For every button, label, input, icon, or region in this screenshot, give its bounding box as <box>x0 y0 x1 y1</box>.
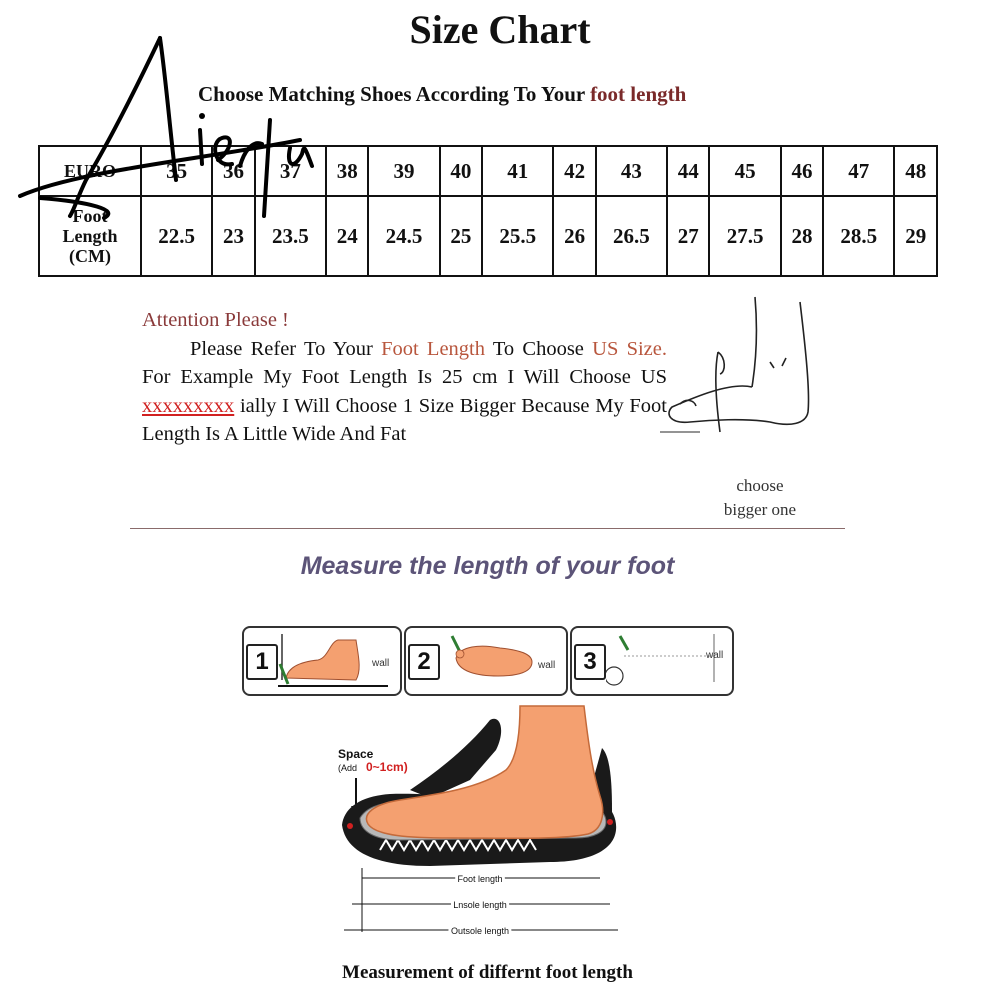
foot-length-cell: 28.5 <box>823 196 894 276</box>
measure-heading: Measure the length of your foot <box>300 552 675 580</box>
step-number: 3 <box>574 644 606 680</box>
outsole-length-label: Outsole length <box>450 926 510 936</box>
attention-us-size: US Size. <box>592 337 667 360</box>
euro-size-cell: 42 <box>553 146 595 196</box>
foot-header-line: (CM) <box>69 246 111 266</box>
shoe-measurement-diagram <box>320 700 640 950</box>
foot-length-cell: 26.5 <box>596 196 667 276</box>
space-range-label: 0~1cm) <box>366 760 408 774</box>
foot-length-cell: 27.5 <box>709 196 780 276</box>
subtitle <box>198 82 686 107</box>
euro-size-cell: 36 <box>212 146 254 196</box>
euro-size-cell: 41 <box>482 146 553 196</box>
euro-size-cell: 46 <box>781 146 823 196</box>
wall-label: wall <box>538 660 556 671</box>
euro-size-cell: 39 <box>368 146 439 196</box>
foot-length-cell: 24.5 <box>368 196 439 276</box>
measure-step-1 <box>242 626 402 696</box>
attention-text: To Choose <box>484 337 593 360</box>
insole-length-label: Lnsole length <box>453 900 507 910</box>
euro-header: EURO <box>39 146 141 196</box>
attention-title: Attention Please ! <box>142 309 289 331</box>
subtitle-highlight: foot length <box>590 82 687 106</box>
page-title: Size Chart <box>409 7 591 52</box>
euro-size-cell: 45 <box>709 146 780 196</box>
euro-size-cell: 43 <box>596 146 667 196</box>
attention-redacted: xxxxxxxxx <box>142 394 235 417</box>
foot-length-cell: 28 <box>781 196 823 276</box>
attention-foot-length: Foot Length <box>381 337 485 360</box>
foot-sketch-icon <box>660 292 820 472</box>
euro-size-cell: 37 <box>255 146 326 196</box>
euro-size-cell: 48 <box>894 146 937 196</box>
divider <box>130 528 845 529</box>
foot-length-cell: 26 <box>553 196 595 276</box>
foot-length-cell: 22.5 <box>141 196 212 276</box>
choose-note-line: choose <box>736 476 784 495</box>
foot-length-row <box>39 196 937 276</box>
attention-text: ially I Will Choose 1 Size Bigger Because My Foot Length Is A Little Wide And Fat <box>142 394 667 445</box>
euro-size-cell: 44 <box>667 146 709 196</box>
euro-size-cell: 40 <box>440 146 482 196</box>
step-number: 1 <box>246 644 278 680</box>
foot-header-line: Foot <box>72 206 108 226</box>
attention-paragraph <box>142 335 667 449</box>
foot-length-cell: 27 <box>667 196 709 276</box>
foot-length-header <box>39 196 141 276</box>
choose-note <box>700 474 820 522</box>
attention-text: Please Refer To Your <box>190 337 382 360</box>
foot-length-cell: 29 <box>894 196 937 276</box>
foot-length-cell: 25.5 <box>482 196 553 276</box>
wall-label: wall <box>372 658 390 669</box>
ruler-icon <box>606 630 730 692</box>
space-add-label: (Add <box>338 763 358 773</box>
euro-size-cell: 47 <box>823 146 894 196</box>
subtitle-text: Choose Matching Shoes According To Your <box>198 82 591 106</box>
attention-text: For Example My Foot Length Is 25 cm I Will Choose US <box>142 366 667 388</box>
foot-length-label: Foot length <box>457 874 503 884</box>
foot-length-cell: 24 <box>326 196 368 276</box>
euro-row <box>39 146 937 196</box>
step-number: 2 <box>408 644 440 680</box>
space-label: Space <box>338 747 374 761</box>
size-table <box>38 145 938 277</box>
measure-step-2 <box>404 626 568 696</box>
euro-size-cell: 35 <box>141 146 212 196</box>
foot-header-line: Length <box>62 226 118 246</box>
diagram-caption: Measurement of differnt foot length <box>342 962 633 983</box>
foot-length-cell: 23.5 <box>255 196 326 276</box>
choose-note-line: bigger one <box>723 500 797 519</box>
foot-length-cell: 23 <box>212 196 254 276</box>
attention-block <box>142 306 667 449</box>
euro-size-cell: 38 <box>326 146 368 196</box>
foot-length-cell: 25 <box>440 196 482 276</box>
measure-step-3 <box>570 626 734 696</box>
wall-label: wall <box>706 650 724 661</box>
